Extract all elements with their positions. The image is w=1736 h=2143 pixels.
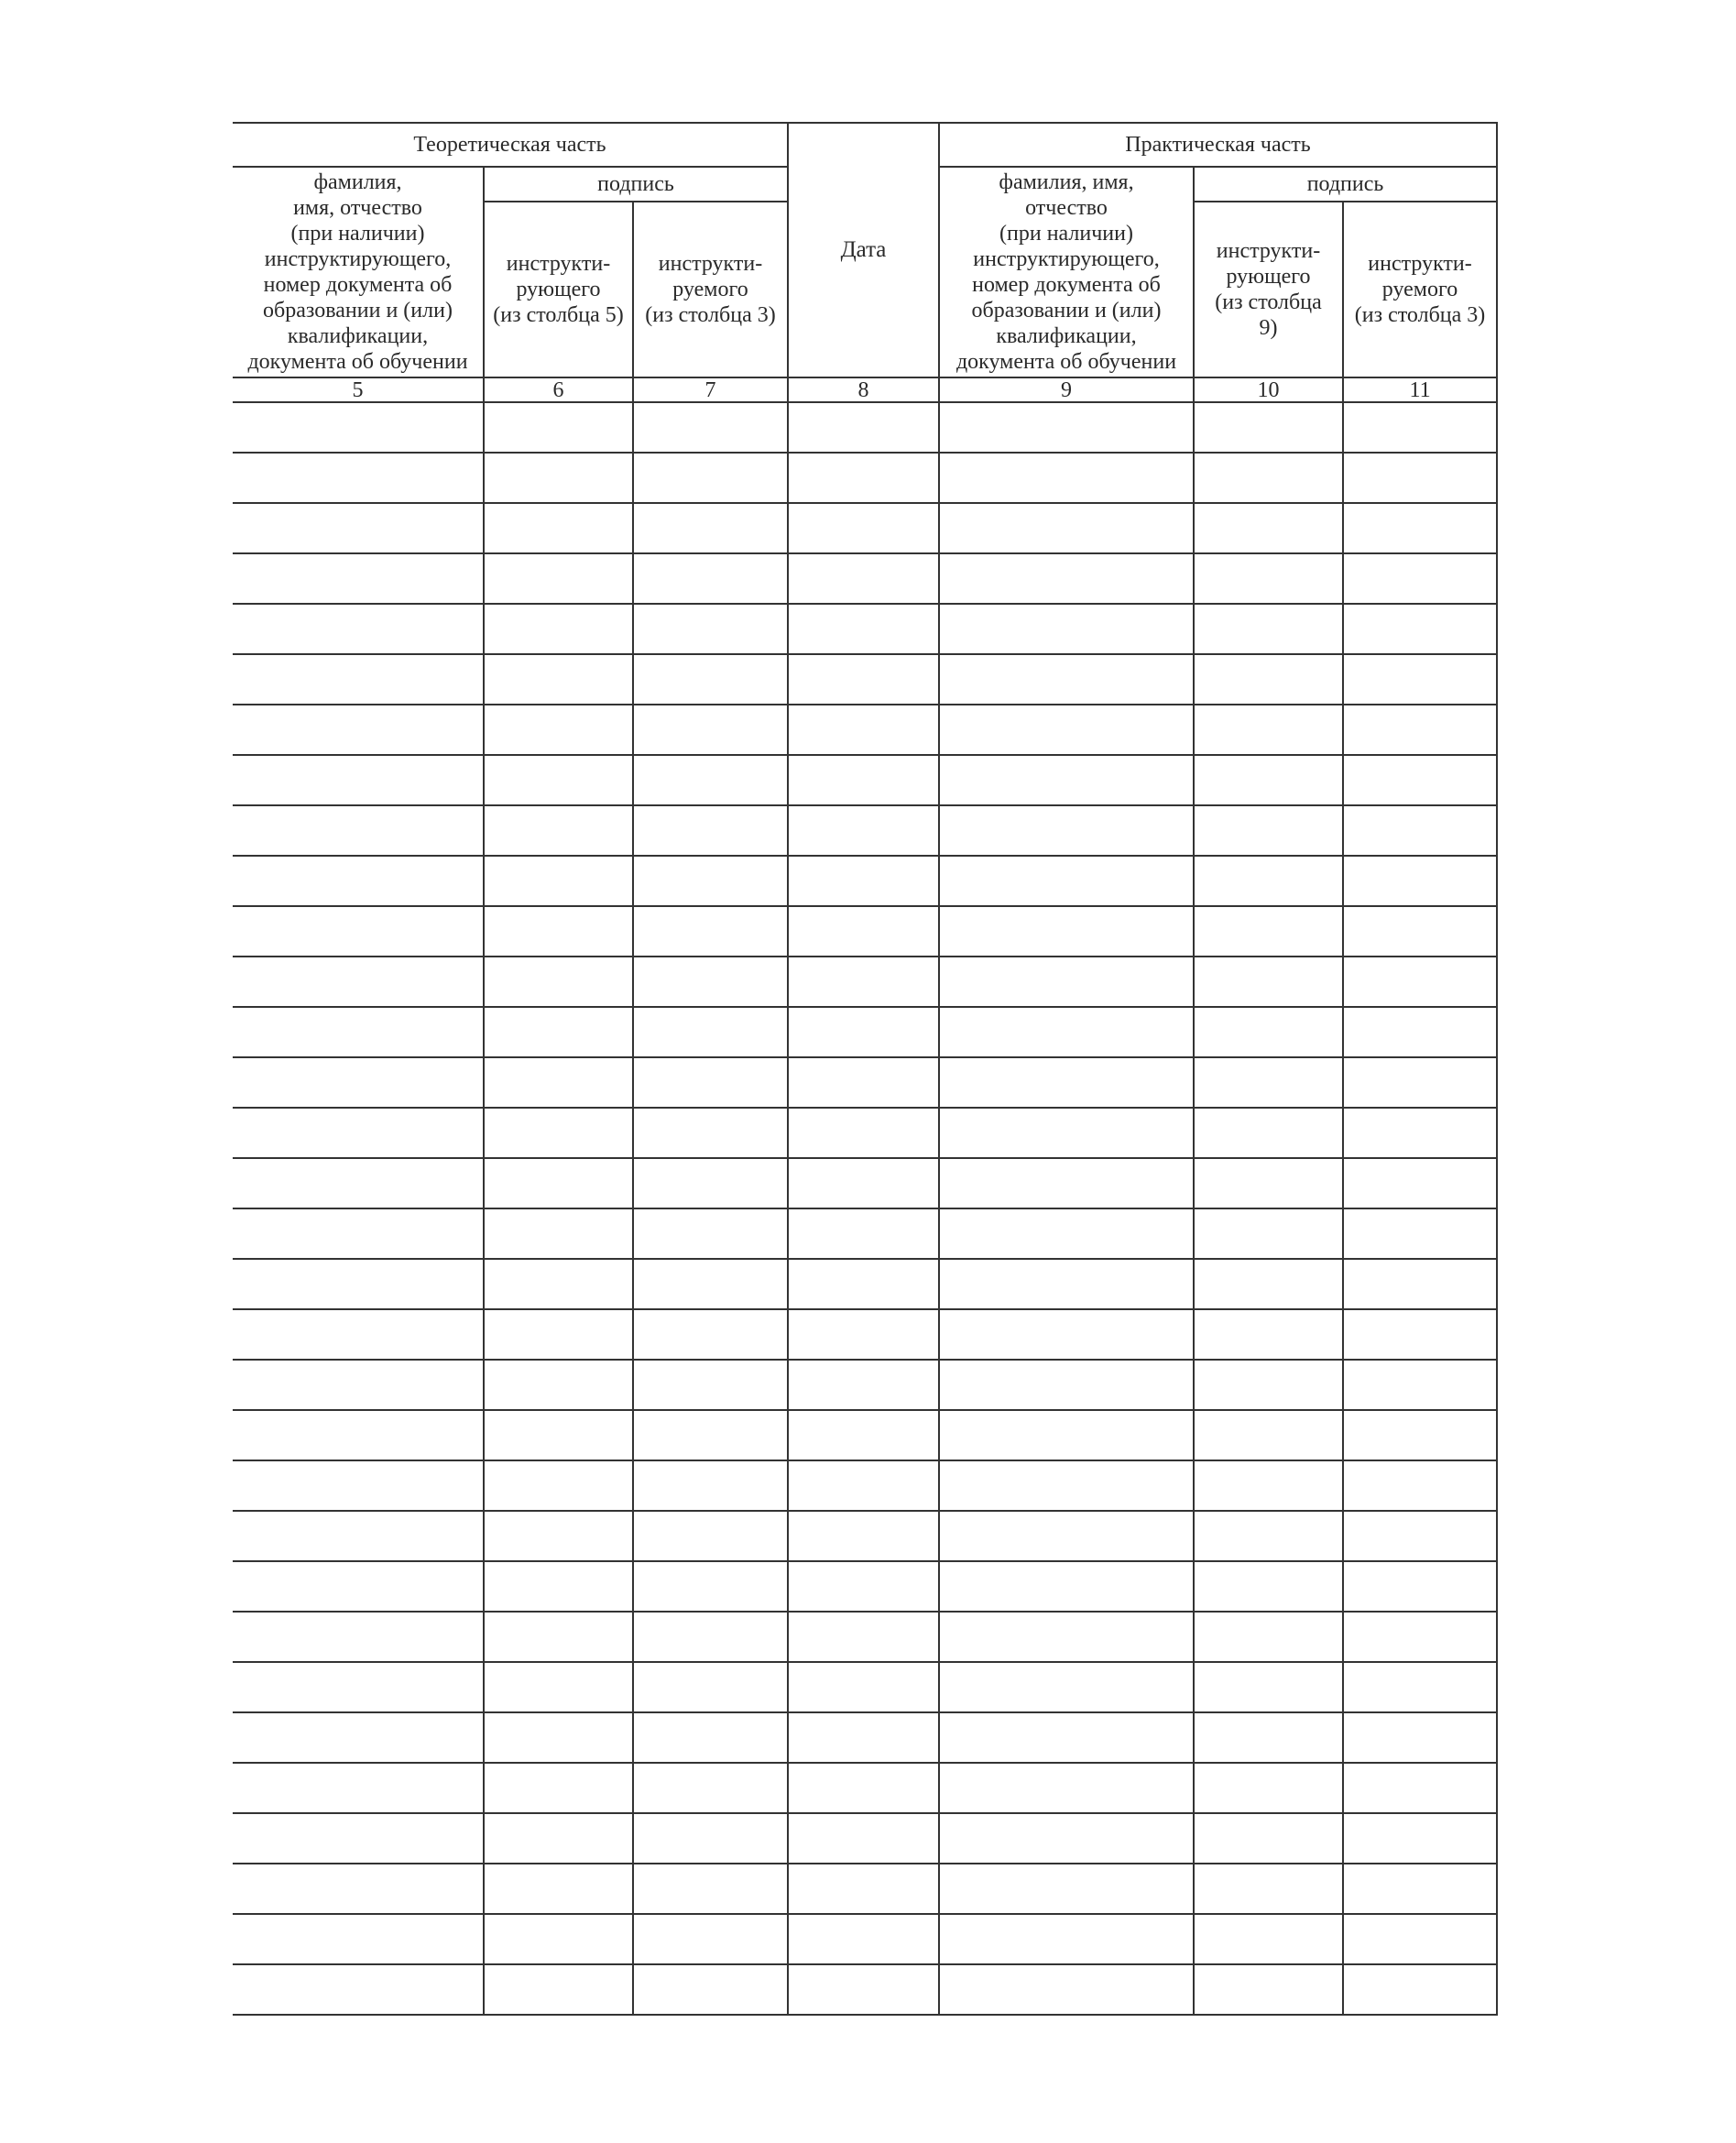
empty-cell-name-9[interactable] — [939, 805, 1194, 856]
empty-cell-sign-11[interactable] — [1343, 1864, 1497, 1914]
theory-instructor-name-header: фамилия, имя, отчество (при наличии) инструктирующего, номер документа об образовании и (или) квалификации, документа об обучении — [233, 167, 484, 377]
empty-cell-name-9[interactable] — [939, 957, 1194, 1007]
empty-cell-sign-7[interactable] — [633, 1158, 788, 1208]
empty-cell-name-9[interactable] — [939, 604, 1194, 654]
empty-cell-sign-10[interactable] — [1194, 1662, 1343, 1712]
empty-cell-sign-11[interactable] — [1343, 906, 1497, 957]
table-row — [233, 503, 1497, 553]
table-row — [233, 1208, 1497, 1259]
empty-cell-name-9[interactable] — [939, 402, 1194, 453]
empty-cell-sign-6[interactable] — [484, 654, 633, 705]
empty-cell-sign-7[interactable] — [633, 402, 788, 453]
empty-cell-sign-7[interactable] — [633, 957, 788, 1007]
empty-cell-date-8[interactable] — [788, 1612, 939, 1662]
empty-cell-name-5[interactable] — [233, 1561, 484, 1612]
instruction-journal-table — [233, 122, 1498, 2016]
empty-cell-name-9[interactable] — [939, 1914, 1194, 1964]
empty-cell-sign-11[interactable] — [1343, 604, 1497, 654]
empty-cell-name-5[interactable] — [233, 1108, 484, 1158]
empty-cell-sign-7[interactable] — [633, 1813, 788, 1864]
empty-cell-name-5[interactable] — [233, 654, 484, 705]
empty-cell-sign-10[interactable] — [1194, 705, 1343, 755]
empty-cell-name-9[interactable] — [939, 1410, 1194, 1460]
empty-cell-name-5[interactable] — [233, 957, 484, 1007]
empty-cell-sign-11[interactable] — [1343, 755, 1497, 805]
table-row — [233, 453, 1497, 503]
empty-cell-sign-6[interactable] — [484, 553, 633, 604]
empty-cell-sign-7[interactable] — [633, 1057, 788, 1108]
empty-cell-name-5[interactable] — [233, 705, 484, 755]
empty-cell-name-9[interactable] — [939, 1964, 1194, 2015]
empty-cell-sign-10[interactable] — [1194, 553, 1343, 604]
empty-cell-sign-6[interactable] — [484, 1158, 633, 1208]
empty-cell-name-9[interactable] — [939, 1662, 1194, 1712]
empty-cell-sign-11[interactable] — [1343, 654, 1497, 705]
empty-cell-name-9[interactable] — [939, 1460, 1194, 1511]
empty-cell-sign-7[interactable] — [633, 1712, 788, 1763]
table-row — [233, 1864, 1497, 1914]
empty-cell-name-9[interactable] — [939, 1864, 1194, 1914]
empty-cell-name-5[interactable] — [233, 1763, 484, 1813]
empty-cell-sign-7[interactable] — [633, 755, 788, 805]
empty-cell-sign-11[interactable] — [1343, 1158, 1497, 1208]
practice-part-header: Практическая часть — [939, 123, 1497, 167]
empty-cell-sign-7[interactable] — [633, 1460, 788, 1511]
empty-cell-sign-10[interactable] — [1194, 1763, 1343, 1813]
empty-cell-date-8[interactable] — [788, 1813, 939, 1864]
table-row — [233, 1561, 1497, 1612]
table-row — [233, 654, 1497, 705]
empty-cell-sign-10[interactable] — [1194, 402, 1343, 453]
empty-cell-date-8[interactable] — [788, 705, 939, 755]
practice-instructor-name-header: фамилия, имя, отчество (при наличии) инструктирующего, номер документа об образовании и (или) квалификации, документа об обучении — [939, 167, 1194, 377]
table-row — [233, 755, 1497, 805]
empty-cell-date-8[interactable] — [788, 1259, 939, 1309]
table-row — [233, 1763, 1497, 1813]
empty-cell-name-5[interactable] — [233, 906, 484, 957]
empty-cell-sign-11[interactable] — [1343, 1561, 1497, 1612]
empty-cell-sign-6[interactable] — [484, 1460, 633, 1511]
empty-cell-name-9[interactable] — [939, 1108, 1194, 1158]
empty-cell-sign-6[interactable] — [484, 402, 633, 453]
empty-cell-sign-7[interactable] — [633, 856, 788, 906]
empty-cell-sign-11[interactable] — [1343, 1108, 1497, 1158]
table-row — [233, 906, 1497, 957]
table-row — [233, 1360, 1497, 1410]
empty-cell-sign-6[interactable] — [484, 1813, 633, 1864]
empty-cell-sign-10[interactable] — [1194, 1309, 1343, 1360]
empty-cell-date-8[interactable] — [788, 856, 939, 906]
empty-cell-name-5[interactable] — [233, 755, 484, 805]
empty-cell-date-8[interactable] — [788, 1914, 939, 1964]
empty-cell-sign-10[interactable] — [1194, 1108, 1343, 1158]
empty-cell-sign-11[interactable] — [1343, 1360, 1497, 1410]
table-row — [233, 705, 1497, 755]
empty-cell-name-5[interactable] — [233, 1612, 484, 1662]
empty-cell-name-5[interactable] — [233, 1813, 484, 1864]
empty-cell-sign-7[interactable] — [633, 805, 788, 856]
empty-cell-date-8[interactable] — [788, 1561, 939, 1612]
empty-cell-name-9[interactable] — [939, 1763, 1194, 1813]
empty-cell-name-9[interactable] — [939, 1561, 1194, 1612]
empty-cell-sign-11[interactable] — [1343, 1712, 1497, 1763]
theory-sign-instructee-header: инструкти- руемого (из столбца 3) — [633, 202, 788, 377]
empty-cell-date-8[interactable] — [788, 604, 939, 654]
column-number-5: 5 — [233, 377, 484, 402]
empty-cell-sign-10[interactable] — [1194, 1813, 1343, 1864]
empty-cell-sign-6[interactable] — [484, 1914, 633, 1964]
empty-cell-sign-10[interactable] — [1194, 805, 1343, 856]
empty-cell-name-9[interactable] — [939, 1057, 1194, 1108]
empty-cell-date-8[interactable] — [788, 553, 939, 604]
empty-cell-sign-7[interactable] — [633, 1360, 788, 1410]
empty-cell-sign-7[interactable] — [633, 1763, 788, 1813]
empty-cell-sign-6[interactable] — [484, 805, 633, 856]
empty-cell-name-5[interactable] — [233, 1662, 484, 1712]
empty-cell-sign-10[interactable] — [1194, 1360, 1343, 1410]
empty-cell-sign-11[interactable] — [1343, 1309, 1497, 1360]
empty-cell-sign-6[interactable] — [484, 1208, 633, 1259]
empty-cell-sign-7[interactable] — [633, 1259, 788, 1309]
table-row — [233, 1964, 1497, 2015]
column-number-6: 6 — [484, 377, 633, 402]
empty-cell-name-5[interactable] — [233, 453, 484, 503]
empty-cell-date-8[interactable] — [788, 453, 939, 503]
empty-cell-name-9[interactable] — [939, 856, 1194, 906]
table-row — [233, 604, 1497, 654]
empty-cell-name-9[interactable] — [939, 1712, 1194, 1763]
empty-cell-date-8[interactable] — [788, 1460, 939, 1511]
empty-cell-name-5[interactable] — [233, 1360, 484, 1410]
empty-cell-name-9[interactable] — [939, 1208, 1194, 1259]
empty-cell-name-5[interactable] — [233, 1259, 484, 1309]
column-number-row — [233, 377, 1497, 402]
empty-cell-sign-11[interactable] — [1343, 1662, 1497, 1712]
empty-cell-sign-11[interactable] — [1343, 856, 1497, 906]
empty-cell-sign-11[interactable] — [1343, 1057, 1497, 1108]
empty-cell-sign-10[interactable] — [1194, 1007, 1343, 1057]
empty-cell-sign-10[interactable] — [1194, 654, 1343, 705]
empty-cell-name-5[interactable] — [233, 1460, 484, 1511]
table-row — [233, 553, 1497, 604]
empty-cell-sign-6[interactable] — [484, 1007, 633, 1057]
table-row — [233, 1460, 1497, 1511]
empty-cell-name-9[interactable] — [939, 1612, 1194, 1662]
table-row — [233, 1259, 1497, 1309]
empty-cell-date-8[interactable] — [788, 1309, 939, 1360]
empty-cell-sign-6[interactable] — [484, 1410, 633, 1460]
empty-cell-sign-6[interactable] — [484, 1864, 633, 1914]
empty-cell-sign-6[interactable] — [484, 1964, 633, 2015]
empty-cell-name-9[interactable] — [939, 654, 1194, 705]
date-column-header: Дата — [788, 123, 939, 377]
empty-cell-name-9[interactable] — [939, 1259, 1194, 1309]
empty-cell-name-5[interactable] — [233, 1309, 484, 1360]
empty-cell-sign-7[interactable] — [633, 906, 788, 957]
empty-cell-name-5[interactable] — [233, 1158, 484, 1208]
practice-sign-instructee-header: инструкти- руемого (из столбца 3) — [1343, 202, 1497, 377]
empty-cell-sign-10[interactable] — [1194, 755, 1343, 805]
empty-cell-sign-11[interactable] — [1343, 1259, 1497, 1309]
empty-cell-sign-7[interactable] — [633, 654, 788, 705]
empty-cell-sign-6[interactable] — [484, 1712, 633, 1763]
empty-cell-sign-6[interactable] — [484, 1108, 633, 1158]
empty-cell-name-5[interactable] — [233, 1511, 484, 1561]
empty-cell-sign-10[interactable] — [1194, 1057, 1343, 1108]
empty-cell-sign-11[interactable] — [1343, 1007, 1497, 1057]
empty-cell-sign-11[interactable] — [1343, 503, 1497, 553]
empty-cell-name-9[interactable] — [939, 755, 1194, 805]
empty-cell-sign-7[interactable] — [633, 553, 788, 604]
empty-cell-sign-7[interactable] — [633, 1208, 788, 1259]
empty-cell-sign-10[interactable] — [1194, 604, 1343, 654]
empty-cell-sign-7[interactable] — [633, 1964, 788, 2015]
empty-cell-sign-7[interactable] — [633, 1309, 788, 1360]
empty-cell-name-9[interactable] — [939, 1813, 1194, 1864]
column-number-10: 10 — [1194, 377, 1343, 402]
empty-cell-name-5[interactable] — [233, 1057, 484, 1108]
table-row — [233, 1158, 1497, 1208]
empty-cell-date-8[interactable] — [788, 906, 939, 957]
empty-cell-name-5[interactable] — [233, 1864, 484, 1914]
empty-cell-sign-10[interactable] — [1194, 1511, 1343, 1561]
empty-cell-name-9[interactable] — [939, 503, 1194, 553]
empty-cell-sign-10[interactable] — [1194, 503, 1343, 553]
table-row — [233, 1612, 1497, 1662]
practice-signature-header: подпись — [1194, 167, 1497, 202]
empty-cell-name-5[interactable] — [233, 604, 484, 654]
empty-cell-date-8[interactable] — [788, 1007, 939, 1057]
column-number-8: 8 — [788, 377, 939, 402]
table-row — [233, 1007, 1497, 1057]
empty-cell-name-5[interactable] — [233, 805, 484, 856]
empty-cell-sign-6[interactable] — [484, 1511, 633, 1561]
empty-cell-name-9[interactable] — [939, 453, 1194, 503]
empty-cell-sign-6[interactable] — [484, 906, 633, 957]
empty-cell-name-9[interactable] — [939, 553, 1194, 604]
empty-cell-sign-10[interactable] — [1194, 1158, 1343, 1208]
empty-cell-sign-7[interactable] — [633, 1007, 788, 1057]
empty-cell-sign-6[interactable] — [484, 1662, 633, 1712]
empty-cell-name-9[interactable] — [939, 1360, 1194, 1410]
table-row — [233, 856, 1497, 906]
empty-cell-date-8[interactable] — [788, 1712, 939, 1763]
table-row — [233, 1108, 1497, 1158]
empty-cell-sign-11[interactable] — [1343, 453, 1497, 503]
empty-cell-name-5[interactable] — [233, 1410, 484, 1460]
empty-cell-sign-11[interactable] — [1343, 1813, 1497, 1864]
table-row — [233, 1662, 1497, 1712]
empty-cell-sign-6[interactable] — [484, 856, 633, 906]
empty-cell-sign-6[interactable] — [484, 453, 633, 503]
empty-cell-name-5[interactable] — [233, 553, 484, 604]
empty-cell-sign-10[interactable] — [1194, 1259, 1343, 1309]
empty-cell-sign-7[interactable] — [633, 1511, 788, 1561]
empty-cell-sign-7[interactable] — [633, 1914, 788, 1964]
empty-cell-date-8[interactable] — [788, 1763, 939, 1813]
empty-cell-sign-6[interactable] — [484, 604, 633, 654]
empty-cell-sign-6[interactable] — [484, 1612, 633, 1662]
empty-cell-sign-11[interactable] — [1343, 805, 1497, 856]
empty-cell-sign-11[interactable] — [1343, 957, 1497, 1007]
table-row — [233, 805, 1497, 856]
empty-cell-sign-7[interactable] — [633, 1864, 788, 1914]
empty-cell-date-8[interactable] — [788, 654, 939, 705]
empty-cell-name-5[interactable] — [233, 1007, 484, 1057]
empty-cell-sign-6[interactable] — [484, 1057, 633, 1108]
empty-cell-sign-7[interactable] — [633, 1561, 788, 1612]
column-number-7: 7 — [633, 377, 788, 402]
empty-cell-name-9[interactable] — [939, 1007, 1194, 1057]
empty-cell-sign-10[interactable] — [1194, 856, 1343, 906]
empty-cell-sign-6[interactable] — [484, 1360, 633, 1410]
journal-sheet — [233, 122, 1497, 2014]
empty-cell-date-8[interactable] — [788, 1158, 939, 1208]
empty-cell-sign-11[interactable] — [1343, 1460, 1497, 1511]
empty-cell-sign-6[interactable] — [484, 1259, 633, 1309]
empty-cell-date-8[interactable] — [788, 402, 939, 453]
empty-cell-sign-11[interactable] — [1343, 705, 1497, 755]
table-row — [233, 1914, 1497, 1964]
empty-cell-sign-7[interactable] — [633, 1108, 788, 1158]
empty-cell-sign-11[interactable] — [1343, 1511, 1497, 1561]
empty-cell-sign-11[interactable] — [1343, 1410, 1497, 1460]
empty-cell-sign-11[interactable] — [1343, 1763, 1497, 1813]
empty-cell-sign-7[interactable] — [633, 1662, 788, 1712]
table-row — [233, 1057, 1497, 1108]
empty-cell-sign-7[interactable] — [633, 1410, 788, 1460]
empty-cell-date-8[interactable] — [788, 755, 939, 805]
empty-cell-sign-10[interactable] — [1194, 1561, 1343, 1612]
empty-cell-date-8[interactable] — [788, 805, 939, 856]
empty-cell-name-9[interactable] — [939, 906, 1194, 957]
empty-cell-sign-11[interactable] — [1343, 1964, 1497, 2015]
empty-cell-sign-6[interactable] — [484, 1763, 633, 1813]
empty-cell-sign-11[interactable] — [1343, 1208, 1497, 1259]
empty-cell-sign-11[interactable] — [1343, 1914, 1497, 1964]
empty-cell-name-5[interactable] — [233, 1914, 484, 1964]
practice-sign-instructor-header: инструкти- рующего (из столбца 9) — [1194, 202, 1343, 377]
table-row — [233, 957, 1497, 1007]
empty-cell-date-8[interactable] — [788, 1057, 939, 1108]
empty-cell-sign-10[interactable] — [1194, 1410, 1343, 1460]
empty-cell-name-5[interactable] — [233, 1712, 484, 1763]
empty-cell-name-5[interactable] — [233, 402, 484, 453]
table-row — [233, 1813, 1497, 1864]
empty-cell-sign-10[interactable] — [1194, 453, 1343, 503]
empty-cell-name-9[interactable] — [939, 1309, 1194, 1360]
empty-cell-sign-11[interactable] — [1343, 402, 1497, 453]
empty-cell-name-5[interactable] — [233, 856, 484, 906]
empty-cell-sign-6[interactable] — [484, 957, 633, 1007]
empty-cell-sign-10[interactable] — [1194, 1612, 1343, 1662]
empty-cell-sign-6[interactable] — [484, 1309, 633, 1360]
empty-cell-date-8[interactable] — [788, 1662, 939, 1712]
empty-cell-sign-7[interactable] — [633, 453, 788, 503]
empty-cell-sign-10[interactable] — [1194, 1208, 1343, 1259]
empty-cell-sign-7[interactable] — [633, 1612, 788, 1662]
column-number-9: 9 — [939, 377, 1194, 402]
empty-cell-sign-10[interactable] — [1194, 1864, 1343, 1914]
empty-cell-name-5[interactable] — [233, 1208, 484, 1259]
table-row — [233, 1410, 1497, 1460]
empty-cell-date-8[interactable] — [788, 1108, 939, 1158]
empty-cell-sign-10[interactable] — [1194, 1914, 1343, 1964]
empty-cell-sign-10[interactable] — [1194, 957, 1343, 1007]
empty-cell-sign-11[interactable] — [1343, 553, 1497, 604]
table-row — [233, 1309, 1497, 1360]
column-number-11: 11 — [1343, 377, 1497, 402]
empty-cell-date-8[interactable] — [788, 1208, 939, 1259]
empty-cell-name-9[interactable] — [939, 705, 1194, 755]
table-row — [233, 402, 1497, 453]
theory-part-header: Теоретическая часть — [233, 123, 788, 167]
empty-cell-date-8[interactable] — [788, 1360, 939, 1410]
empty-cell-sign-10[interactable] — [1194, 1964, 1343, 2015]
empty-cell-sign-7[interactable] — [633, 503, 788, 553]
theory-signature-header: подпись — [484, 167, 788, 202]
empty-cell-sign-10[interactable] — [1194, 1712, 1343, 1763]
empty-cell-name-5[interactable] — [233, 503, 484, 553]
empty-cell-name-9[interactable] — [939, 1158, 1194, 1208]
empty-cell-date-8[interactable] — [788, 503, 939, 553]
empty-cell-sign-6[interactable] — [484, 705, 633, 755]
table-row — [233, 1712, 1497, 1763]
empty-cell-sign-10[interactable] — [1194, 1460, 1343, 1511]
empty-cell-sign-6[interactable] — [484, 1561, 633, 1612]
empty-cell-date-8[interactable] — [788, 1864, 939, 1914]
empty-cell-sign-6[interactable] — [484, 503, 633, 553]
empty-cell-date-8[interactable] — [788, 1511, 939, 1561]
empty-cell-sign-10[interactable] — [1194, 906, 1343, 957]
empty-cell-sign-11[interactable] — [1343, 1612, 1497, 1662]
header-group-row — [233, 123, 1497, 167]
table-row — [233, 1511, 1497, 1561]
empty-cell-date-8[interactable] — [788, 1410, 939, 1460]
empty-cell-name-5[interactable] — [233, 1964, 484, 2015]
empty-cell-sign-7[interactable] — [633, 604, 788, 654]
empty-cell-sign-7[interactable] — [633, 705, 788, 755]
empty-cell-name-9[interactable] — [939, 1511, 1194, 1561]
theory-sign-instructor-header: инструкти- рующего (из столбца 5) — [484, 202, 633, 377]
empty-cell-date-8[interactable] — [788, 957, 939, 1007]
empty-cell-sign-6[interactable] — [484, 755, 633, 805]
empty-cell-date-8[interactable] — [788, 1964, 939, 2015]
